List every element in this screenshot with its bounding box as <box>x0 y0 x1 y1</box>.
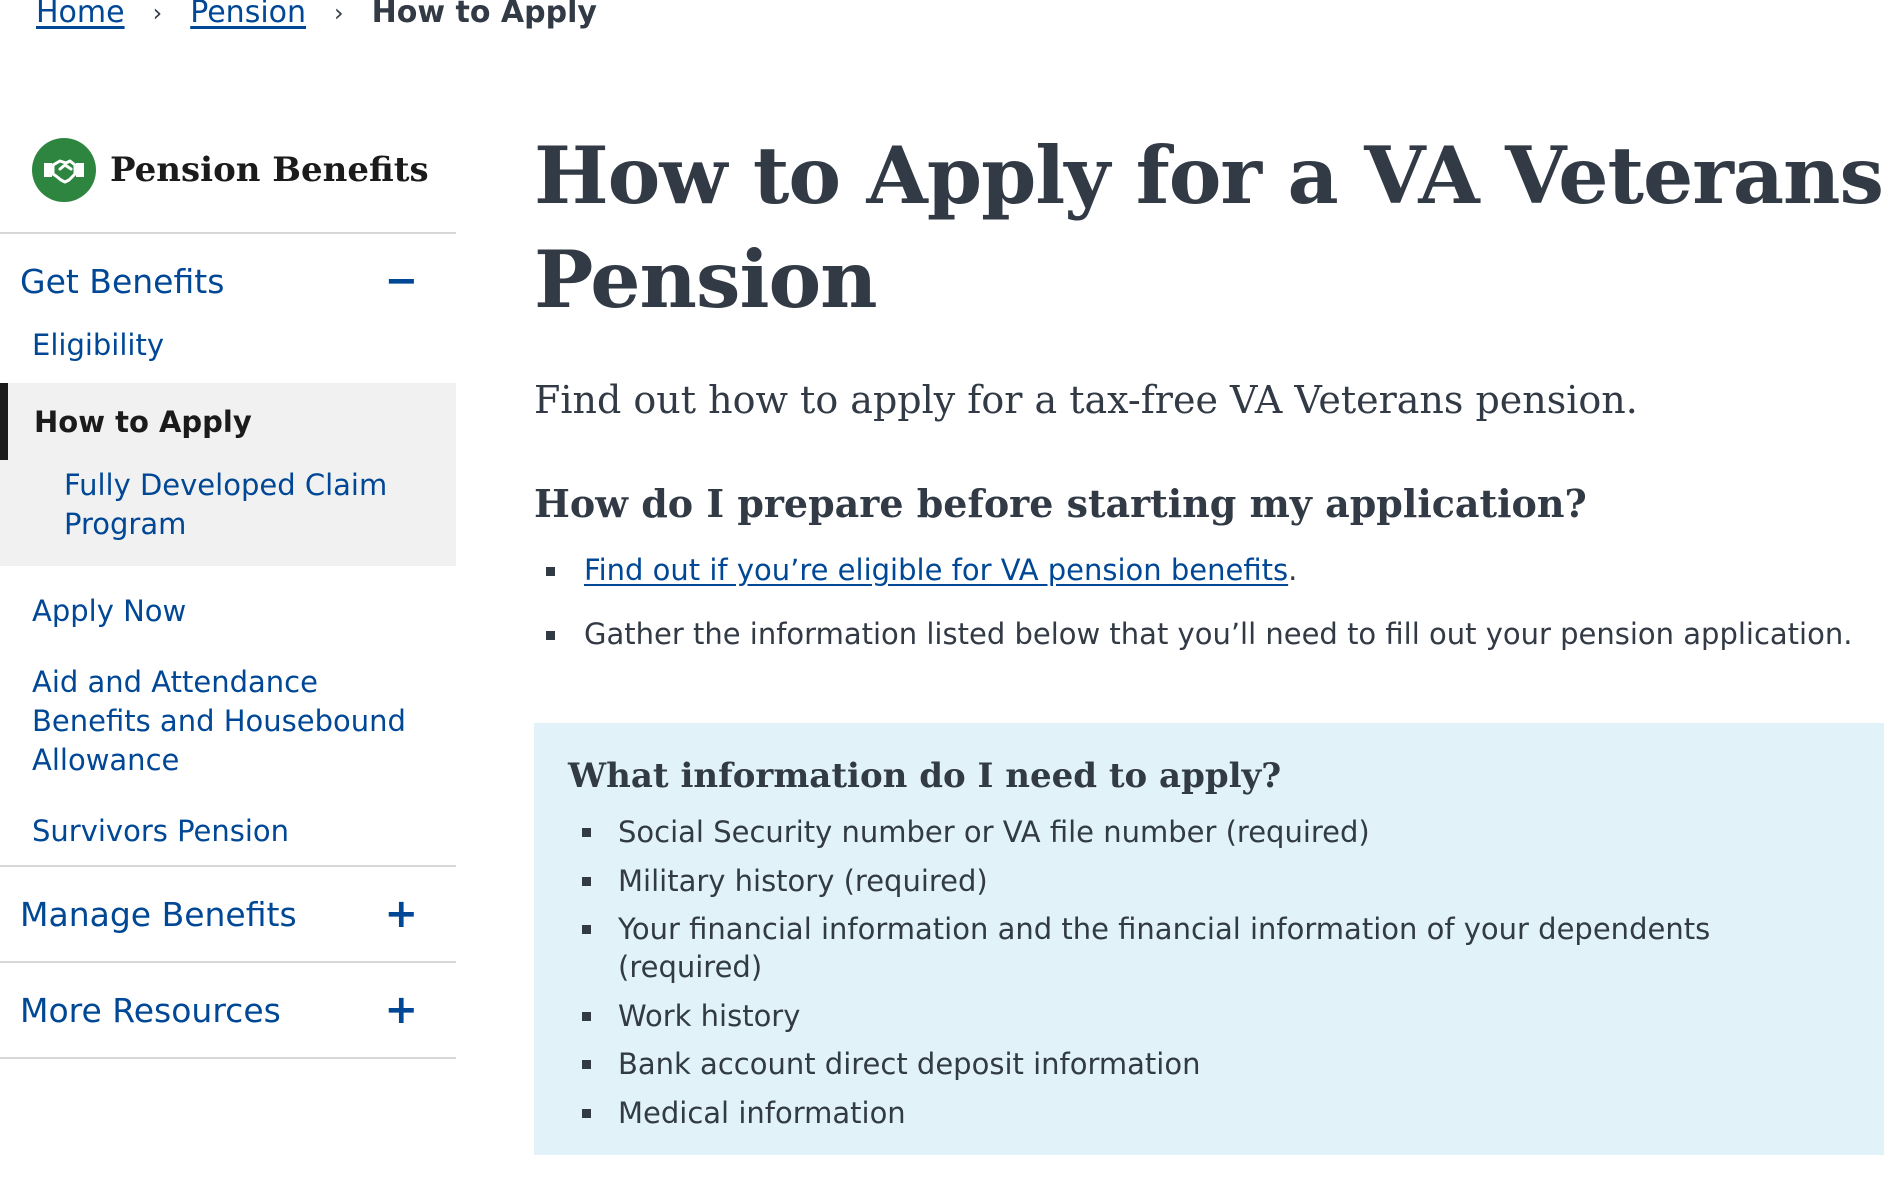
list-item: Work history <box>568 997 1850 1035</box>
expand-icon[interactable]: + <box>384 891 418 937</box>
breadcrumb-home-link[interactable]: Home <box>36 0 125 30</box>
link-suffix: . <box>1288 553 1298 587</box>
breadcrumb-separator: › <box>334 0 344 27</box>
required-info-list <box>568 813 1850 1132</box>
collapse-icon[interactable]: − <box>384 258 418 304</box>
lead-text: Find out how to apply for a tax-free VA Veterans pension. <box>534 378 1638 422</box>
section-label: Get Benefits <box>20 261 225 301</box>
sidebar-item-how-to-apply[interactable]: How to Apply <box>0 383 456 460</box>
get-benefits-list <box>0 316 456 865</box>
list-item: Gather the information listed below that you’ll need to fill out your pension application. <box>534 614 1894 654</box>
section-manage-benefits[interactable] <box>0 865 456 961</box>
list-item <box>534 550 1894 590</box>
prepare-list <box>534 550 1894 654</box>
sidebar-item-survivors-pension[interactable]: Survivors Pension <box>32 814 290 848</box>
breadcrumb-pension-link[interactable]: Pension <box>190 0 307 30</box>
list-item: Your financial information and the financial information of your dependents (required) <box>568 910 1850 986</box>
list-item: Bank account direct deposit information <box>568 1045 1850 1083</box>
expand-icon[interactable]: + <box>384 987 418 1033</box>
info-box <box>534 723 1884 1155</box>
list-item: Military history (required) <box>568 862 1850 900</box>
sidebar-item-eligibility[interactable]: Eligibility <box>32 328 165 362</box>
sidebar-item-fdc-program[interactable]: Fully Developed Claim Program <box>64 468 388 541</box>
eligibility-link[interactable]: Find out if you’re eligible for VA pension benefits <box>584 553 1289 587</box>
sidebar-title: Pension Benefits <box>110 150 429 190</box>
handshake-icon <box>32 138 96 202</box>
prepare-heading: How do I prepare before starting my application? <box>534 481 1587 526</box>
sidebar-item-aid-attendance[interactable]: Aid and Attendance Benefits and Housebound Allowance <box>32 665 406 777</box>
list-item: Medical information <box>568 1094 1850 1132</box>
sidebar-item-apply-now[interactable]: Apply Now <box>32 594 187 628</box>
sidebar-subitem-block <box>0 460 456 566</box>
section-label: More Resources <box>20 990 281 1030</box>
section-label: Manage Benefits <box>20 894 297 934</box>
section-more-resources[interactable] <box>0 961 456 1057</box>
sidebar-nav <box>0 108 456 1059</box>
main-content <box>534 124 1894 678</box>
sidebar-header <box>0 108 456 232</box>
page-title: How to Apply for a VA Veterans Pension <box>534 129 1883 326</box>
breadcrumb <box>36 0 597 34</box>
sidebar-divider <box>0 1057 456 1059</box>
breadcrumb-separator: › <box>152 0 163 27</box>
info-box-heading: What information do I need to apply? <box>568 756 1282 796</box>
list-item: Social Security number or VA file number (required) <box>568 813 1850 851</box>
section-get-benefits[interactable] <box>0 232 456 328</box>
breadcrumb-current: How to Apply <box>371 0 597 30</box>
